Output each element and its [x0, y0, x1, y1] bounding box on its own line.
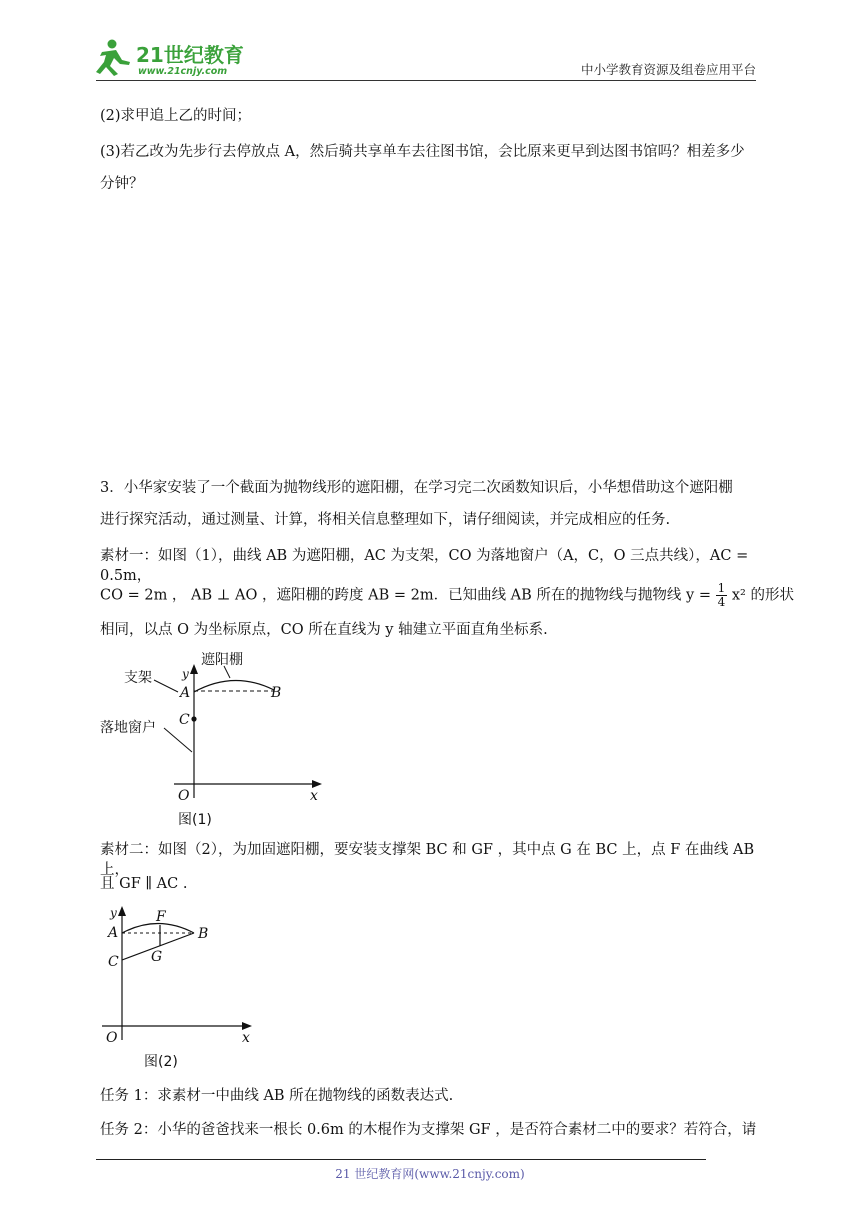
task-2: 任务 2：小华的爸爸找来一根长 0.6m 的木棍作为支撑架 GF ，是否符合素材二中的要求？若符合，请	[100, 1122, 757, 1138]
material-2-line1: 素材二：如图（2），为加固遮阳棚，要安装支撑架 BC 和 GF ，其中点 G 在 BC 上，点 F 在曲线 AB 上，	[100, 842, 755, 878]
fig1-label-c: C	[179, 712, 190, 728]
fig1-label-window: 落地窗户	[100, 720, 156, 736]
material-1-line1: 素材一：如图（1），曲线 AB 为遮阳棚，AC 为支架，CO 为落地窗户（A，C，O 三点共线），AC = 0.5m，	[100, 548, 749, 584]
question-3-line1: (3)若乙改为先步行去停放点 A，然后骑共享单车去往图书馆，会比原来更早到达图书馆吗？相差多少	[100, 144, 745, 160]
figure-1	[96, 648, 336, 828]
logo-text: 21世纪教育	[136, 43, 244, 67]
fig2-label-x: x	[242, 1030, 250, 1046]
fig1-label-a: A	[180, 685, 191, 701]
question-2: (2)求甲追上乙的时间；	[100, 108, 252, 124]
material-1-line3: 相同，以点 O 为坐标原点，CO 所在直线为 y 轴建立平面直角坐标系.	[100, 622, 548, 638]
fig1-point-c	[191, 716, 196, 721]
header-divider	[96, 80, 756, 81]
footer-divider	[96, 1159, 706, 1160]
fig2-label-g: G	[151, 949, 163, 965]
question-3-line2: 分钟？	[100, 176, 144, 192]
fig2-label-a: A	[108, 925, 119, 941]
fig1-parabola-ab	[194, 680, 274, 692]
fig1-label-support: 支架	[124, 670, 152, 686]
footer-link[interactable]: 21 世纪教育网(www.21cnjy.com)	[335, 1167, 525, 1181]
fraction-denominator: 4	[717, 595, 726, 609]
material-1-line2a: CO = 2m ， AB ⊥ AO ，遮阳棚的跨度 AB = 2m．已知曲线 AB 所在的抛物线与抛物线 y =	[100, 587, 711, 604]
site-logo	[92, 34, 262, 80]
platform-name: 中小学教育资源及组卷应用平台	[580, 62, 756, 77]
figure-2	[96, 900, 276, 1072]
fig1-caption: 图(1)	[178, 812, 212, 828]
fig1-label-x: x	[310, 788, 318, 804]
fig2-y-arrow	[118, 906, 126, 916]
fraction-numerator: 1	[717, 581, 726, 595]
fig2-label-o: O	[106, 1030, 118, 1046]
fig1-label-shade: 遮阳棚	[201, 652, 243, 668]
fraction-one-quarter	[716, 582, 728, 609]
fig1-leader-support	[154, 680, 178, 692]
problem-3-line1: 3．小华家安装了一个截面为抛物线形的遮阳棚，在学习完二次函数知识后，小华想借助这个遮阳棚	[100, 480, 733, 496]
fig2-x-arrow	[242, 1022, 252, 1030]
fig2-label-f: F	[156, 909, 166, 925]
fig2-label-b: B	[198, 926, 209, 942]
fig2-label-y: y	[110, 906, 117, 920]
logo-url: www.21cnjy.com	[138, 66, 228, 77]
fig1-label-b: B	[271, 685, 282, 701]
fig2-caption: 图(2)	[144, 1054, 178, 1070]
material-1-line2	[100, 581, 794, 609]
problem-3-line2: 进行探究活动，通过测量、计算，将相关信息整理如下，请仔细阅读，并完成相应的任务.	[100, 512, 671, 528]
task-1: 任务 1：求素材一中曲线 AB 所在抛物线的函数表达式.	[100, 1088, 454, 1104]
fig1-y-arrow	[190, 664, 198, 674]
fig1-label-o: O	[178, 788, 190, 804]
material-1-line2b: x² 的形状	[731, 587, 794, 604]
material-2-line2: 且 GF ∥ AC .	[100, 876, 188, 892]
fig1-leader-window	[164, 728, 192, 752]
fig2-label-c: C	[108, 954, 119, 970]
fig1-label-y: y	[182, 667, 189, 681]
runner-icon	[96, 40, 130, 77]
fig1-x-arrow	[312, 780, 322, 788]
